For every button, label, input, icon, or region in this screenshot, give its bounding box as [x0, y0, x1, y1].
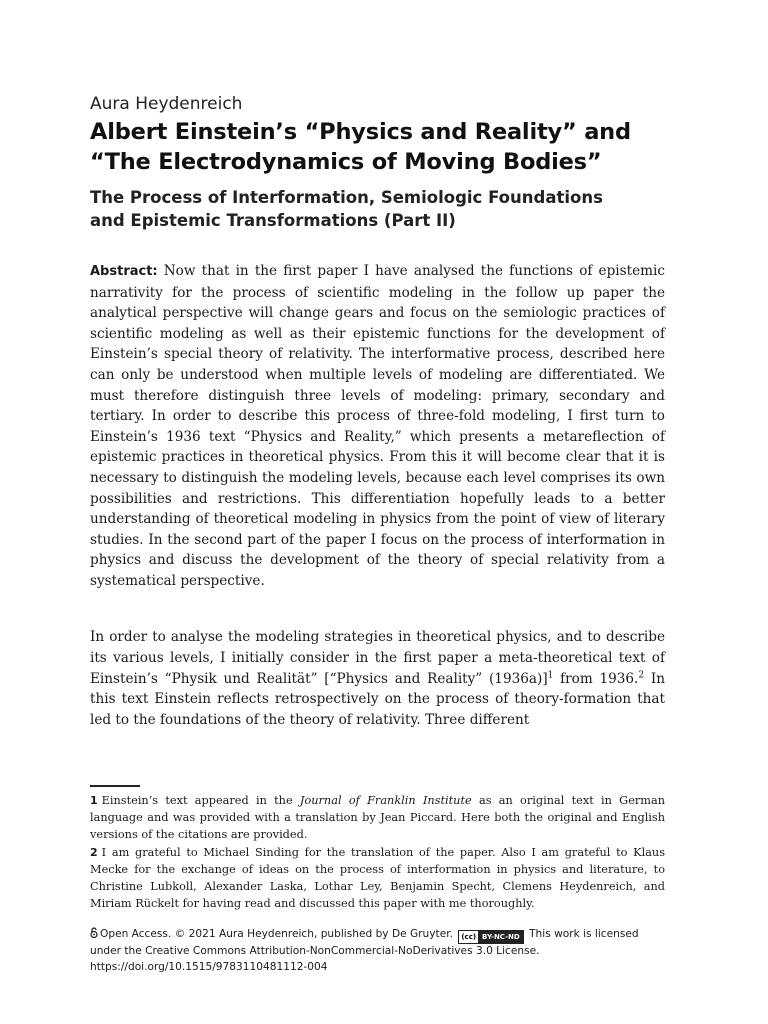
license-text-before: Open Access. © 2021 Aura Heydenreich, published by De Gruyter.	[100, 928, 453, 940]
footnote-ref-1[interactable]: 1	[547, 670, 554, 681]
body-text-part-2: from 1936.	[553, 670, 639, 687]
footnote-journal-title: Journal of Franklin Institute	[299, 794, 472, 807]
cc-license-type: BY-NC-ND	[479, 931, 523, 943]
abstract-text: Now that in the first paper I have analysed the functions of epistemic narrativity for the process of scientific modeling in the follow up paper the analytical perspective will change gears and focus on the semiologic practices of scientific modeling as well as their epistemic functions for the development of Einstein’s special theory of relativity. The interformative process, described here can only be understood when multiple levels of modeling are differentiated. We must therefore distinguish three levels of modeling: primary, secondary and tertiary. In order to describe this process of three-fold modeling, I first turn to Einstein’s 1936 text “Physics and Reality,” which presents a metareflection of epistemic practices in theoretical physics. From this it will become clear that it is necessary to distinguish the modeling levels, because each level comprises its own possibilities and restrictions. This differentiation hopefully leads to a better understanding of theoretical modeling in physics from the point of view of literary studies. In the second part of the paper I focus on the process of interformation in physics and discuss the development of the theory of special relativity from a systematical perspective.	[90, 263, 665, 589]
footnote-text-cont: as an original text in German language and was provided with a translation by Jean Piccard. Here both the original and English versions of the citations are provided.	[90, 794, 666, 842]
footnote-number: 2	[90, 845, 98, 859]
author-name: Aura Heydenreich	[90, 94, 243, 114]
body-paragraph	[90, 627, 665, 731]
subtitle-line-1: The Process of Interformation, Semiologic Foundations	[90, 188, 603, 207]
footnote-text: I am grateful to Michael Sinding for the translation of the paper. Also I am grateful to Klaus Mecke for the exchange of ideas on the process of interformation in physics and literature, to Christine Lubkoll, Alexander Laska, Lothar Ley, Benjamin Specht, Clemens Heydenreich, and Miriam Rückelt for having read and discussed this paper with me thoroughly.	[90, 845, 665, 911]
license-text-after: This work is licensed under the Creative Commons Attribution-NonCommercial-NoDerivatives 3.0 License.	[90, 928, 639, 957]
doi-link[interactable]: https://doi.org/10.1515/9783110481112-004	[90, 960, 328, 973]
article-title	[90, 117, 680, 177]
article-subtitle	[90, 186, 670, 232]
abstract	[90, 261, 665, 592]
body-text-part-3: In this text Einstein reflects retrospectively on the process of theory-formation that led to the foundations of the theory of relativity. Three different	[90, 670, 666, 729]
footnote-divider	[90, 785, 140, 787]
body-text-part-1: In order to analyse the modeling strategies in theoretical physics, and to describe its various levels, I initially consider in the first paper a meta-theoretical text of Einstein’s “Physik und Realität” [“Physics and Reality” (1936a)]	[90, 629, 665, 687]
footnote-text: Einstein’s text appeared in the	[101, 794, 300, 807]
title-line-1: Albert Einstein’s “Physics and Reality” and	[90, 119, 631, 145]
title-line-2: “The Electrodynamics of Moving Bodies”	[90, 149, 602, 175]
subtitle-line-2: and Epistemic Transformations (Part II)	[90, 211, 456, 230]
footnotes	[90, 792, 665, 912]
footnote-number: 1	[90, 794, 98, 807]
cc-license-badge[interactable]	[458, 930, 523, 944]
abstract-label: Abstract:	[90, 264, 158, 279]
footnote-2	[90, 844, 665, 913]
license-notice	[90, 927, 670, 975]
footnote-1	[90, 792, 665, 844]
footnote-ref-2[interactable]: 2	[638, 670, 645, 681]
open-access-lock-icon	[90, 927, 98, 938]
cc-icon: (cc)	[459, 931, 479, 943]
